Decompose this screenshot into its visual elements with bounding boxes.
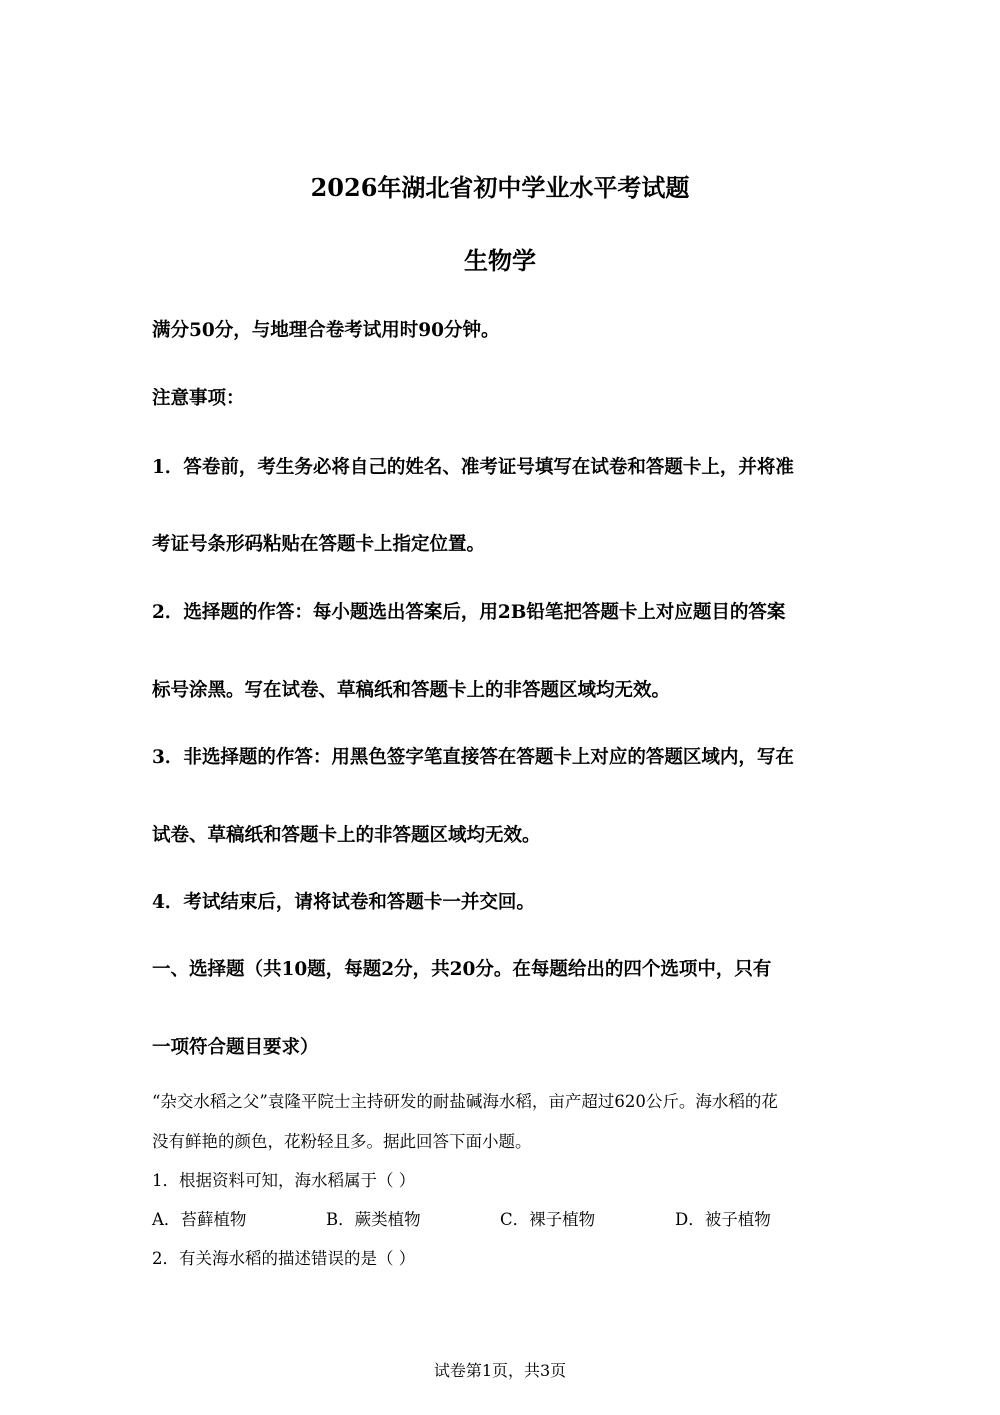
notice-item-4: 4．考试结束后，请将试卷和答题卡一并交回。 <box>152 892 535 913</box>
notice-heading: 注意事项： <box>152 388 245 409</box>
question-1-option-c: C．裸子植物 <box>500 1210 596 1229</box>
notice-item-3-line-2: 试卷、草稿纸和答题卡上的非答题区域均无效。 <box>152 825 541 846</box>
notice-item-1-line-1: 1．答卷前，考生务必将自己的姓名、准考证号填写在试卷和答题卡上，并将准 <box>152 457 794 478</box>
passage-line-2: 没有鲜艳的颜色，花粉轻且多。据此回答下面小题。 <box>152 1132 532 1151</box>
question-2-stem: 2．有关海水稻的描述错误的是（ ） <box>152 1249 416 1268</box>
question-1-stem: 1．根据资料可知，海水稻属于（ ） <box>152 1171 416 1190</box>
section-heading-line-1: 一、选择题（共10题，每题2分，共20分。在每题给出的四个选项中，只有 <box>152 959 772 980</box>
notice-item-2-line-2: 标号涂黑。写在试卷、草稿纸和答题卡上的非答题区域均无效。 <box>152 680 671 701</box>
notice-item-2-line-1: 2．选择题的作答：每小题选出答案后，用2B铅笔把答题卡上对应题目的答案 <box>152 602 786 623</box>
page-footer: 试卷第1页，共3页 <box>433 1361 567 1380</box>
score-note: 满分50分，与地理合卷考试用时90分钟。 <box>152 320 500 341</box>
notice-item-1-line-2: 考证号条形码粘贴在答题卡上指定位置。 <box>152 534 486 555</box>
question-1-option-b: B．蕨类植物 <box>326 1210 421 1229</box>
exam-subject: 生物学 <box>464 246 536 275</box>
notice-item-3-line-1: 3．非选择题的作答：用黑色签字笔直接答在答题卡上对应的答题区域内，写在 <box>152 747 794 768</box>
exam-title: 2026年湖北省初中学业水平考试题 <box>310 173 690 202</box>
passage-line-1: “杂交水稻之父”袁隆平院士主持研发的耐盐碱海水稻，亩产超过620公斤。海水稻的花 <box>152 1092 778 1111</box>
section-heading-line-2: 一项符合题目要求） <box>152 1037 319 1058</box>
question-1-option-a: A．苔藓植物 <box>152 1210 247 1229</box>
question-1-option-d: D．被子植物 <box>675 1210 771 1229</box>
